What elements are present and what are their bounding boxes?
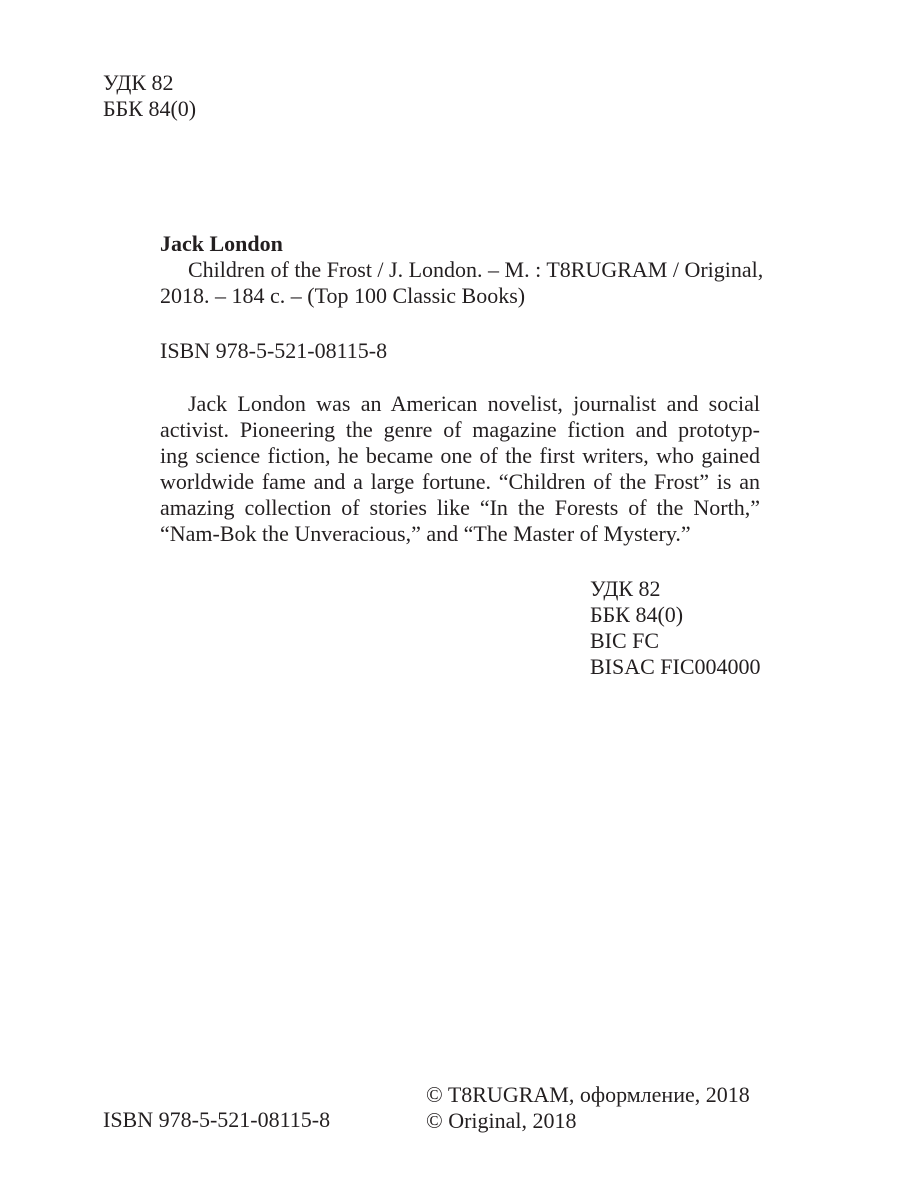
- isbn-main: [160, 338, 387, 364]
- annotation-line: Jack London was an American novelist, journalist and social: [188, 391, 760, 416]
- copyright-design: © T8RUGRAM, оформление, 2018: [426, 1082, 750, 1107]
- annotation-line: activist. Pioneering the genre of magazine fiction and prototyp-: [160, 417, 760, 442]
- isbn-text: ISBN 978-5-521-08115-8: [103, 1107, 331, 1132]
- udk-code: УДК 82: [103, 70, 174, 95]
- annotation-paragraph: [160, 391, 760, 547]
- annotation-line: “Nam-Bok the Unveracious,” and “The Master of Mystery.”: [160, 521, 691, 546]
- copyright-block: [426, 1082, 750, 1134]
- bisac-code: BISAC FIC004000: [590, 654, 761, 679]
- isbn-text: ISBN 978-5-521-08115-8: [160, 338, 388, 363]
- bibliographic-line-1: Children of the Frost / J. London. – M. : T8RUGRAM / Original,: [188, 257, 764, 282]
- catalog-entry: [160, 231, 764, 309]
- annotation-line: amazing collection of stories like “In the Forests of the North,”: [160, 495, 760, 520]
- udk-code: УДК 82: [590, 576, 661, 601]
- copyright-original: © Original, 2018: [426, 1108, 577, 1133]
- author-name: Jack London: [160, 231, 283, 256]
- footer-isbn: [103, 1107, 330, 1133]
- top-classification-block: [103, 70, 196, 122]
- bic-code: BIC FC: [590, 628, 660, 653]
- bibliographic-line-2: 2018. – 184 с. – (Top 100 Classic Books): [160, 283, 526, 308]
- bbk-code: ББК 84(0): [590, 602, 684, 627]
- bbk-code: ББК 84(0): [103, 96, 197, 121]
- bottom-classification-block: [590, 576, 761, 680]
- annotation-line: worldwide fame and a large fortune. “Children of the Frost” is an: [160, 469, 760, 494]
- annotation-line: ing science fiction, he became one of the first writers, who gained: [160, 443, 760, 468]
